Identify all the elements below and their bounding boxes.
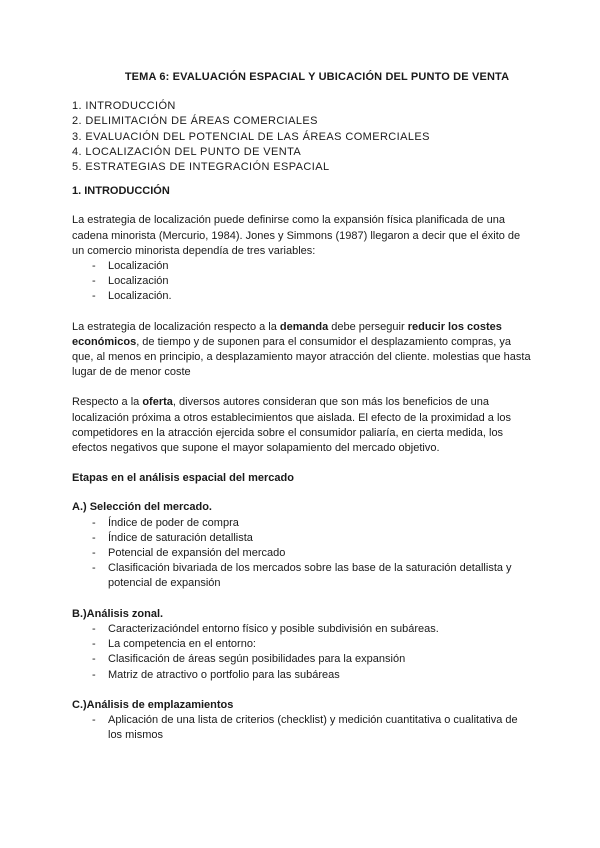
section-heading-introduccion: 1. INTRODUCCIÓN <box>72 185 170 198</box>
list-item: - Potencial de expansión del mercado <box>92 546 532 561</box>
toc-item: 2. DELIMITACIÓN DE ÁREAS COMERCIALES <box>72 115 318 128</box>
demand-text-2: debe perseguir <box>328 320 408 333</box>
stage-b-heading: B.)Análisis zonal. <box>72 607 164 620</box>
demand-bold-2: reducir los costes económicos <box>72 320 502 348</box>
table-of-contents <box>72 99 532 175</box>
toc-item: 3. EVALUACIÓN DEL POTENCIAL DE LAS ÁREAS COMERCIALES <box>72 130 430 143</box>
list-item: - La competencia en el entorno: <box>92 637 532 652</box>
list-item: - Localización <box>92 259 532 274</box>
variables-list <box>72 259 532 305</box>
list-item: - Localización <box>92 274 532 289</box>
list-item: - Clasificación bivariada de los mercados sobre las base de la saturación detallista y potencial de expansión <box>92 561 532 591</box>
stage-c-heading: C.)Análisis de emplazamientos <box>72 698 234 711</box>
offer-paragraph <box>72 395 532 456</box>
stage-a-list <box>72 516 532 592</box>
list-item: - Aplicación de una lista de criterios (checklist) y medición cuantitativa o cualitativa de los mismos <box>92 713 532 743</box>
toc-item: 1. INTRODUCCIÓN <box>72 100 176 113</box>
list-item: - Clasificación de áreas según posibilidades para la expansión <box>92 652 532 667</box>
stage-b-list <box>72 622 532 683</box>
offer-text-1: Respecto a la <box>72 396 143 409</box>
demand-paragraph <box>72 320 532 381</box>
intro-paragraph: La estrategia de localización puede definirse como la expansión física planificada de una cadena minorista (Mercurio, 1984). Jones y Simmons (1987) llegaron a decir que el éxito de un comercio minorista dependía de tres variables: <box>72 214 521 257</box>
list-item: - Matriz de atractivo o portfolio para las subáreas <box>92 668 532 683</box>
offer-text-2: , diversos autores consideran que son más los beneficios de una localización próxima a otros establecimientos que aislada. El efecto de la proximidad a los competidores en la atracción ejercida sobre el consumidor paliaría, en cierta medida, los efectos negativos que supone el mayor solapamiento del mercado objetivo. <box>72 396 512 455</box>
list-item: - Índice de saturación detallista <box>92 531 532 546</box>
toc-item: 5. ESTRATEGIAS DE INTEGRACIÓN ESPACIAL <box>72 161 330 174</box>
list-item: - Caracterizacióndel entorno físico y posible subdivisión en subáreas. <box>92 622 532 637</box>
stages-heading: Etapas en el análisis espacial del mercado <box>72 472 294 485</box>
document-title: TEMA 6: EVALUACIÓN ESPACIAL Y UBICACIÓN DEL PUNTO DE VENTA <box>124 71 510 83</box>
toc-item: 4. LOCALIZACIÓN DEL PUNTO DE VENTA <box>72 145 302 158</box>
demand-text-3: , de tiempo y de suponen para el consumidor el desplazamiento compras, ya que, al menos en principio, a desplazamiento mayor atracción del cliente. molestias que hasta lugar de de menor coste <box>72 335 531 379</box>
list-item: - Localización. <box>92 289 532 304</box>
list-item: - Índice de poder de compra <box>92 516 532 531</box>
stage-a-heading: A.) Selección del mercado. <box>72 501 212 514</box>
demand-bold-1: demanda <box>279 320 329 333</box>
stage-c-list <box>72 713 532 743</box>
demand-text-1: La estrategia de localización respecto a la <box>72 320 280 333</box>
offer-bold-1: oferta <box>142 396 173 409</box>
document-page <box>72 70 532 758</box>
